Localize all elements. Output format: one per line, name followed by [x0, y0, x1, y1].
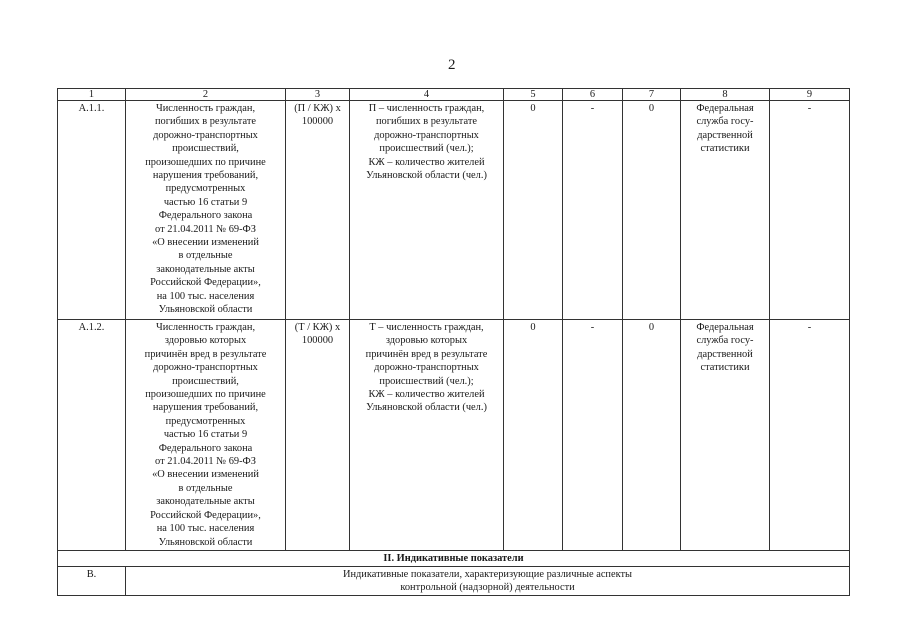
indicator-code: А.1.2. — [58, 320, 126, 551]
indicator-col9: - — [770, 101, 850, 320]
header-cell: 6 — [563, 89, 623, 101]
indicator-code: А.1.1. — [58, 101, 126, 320]
table-row — [58, 566, 850, 595]
indicator-col5: 0 — [504, 320, 563, 551]
indicator-col6: - — [563, 320, 623, 551]
header-cell: 2 — [126, 89, 286, 101]
header-cell: 4 — [350, 89, 504, 101]
indicator-source: Федеральная служба госу- дарственной статистики — [681, 101, 770, 320]
indicator-formula: (П / КЖ) x 100000 — [286, 101, 350, 320]
indicator-col5: 0 — [504, 101, 563, 320]
indicator-name: Численность граждан, погибших в результате дорожно-транспортных происшествий, произошедших по причине нарушения требований, предусмотренных частью 16 статьи 9 Федерального закона от 21.04.2011 № 69-ФЗ «О внесении изменений в отдельные законодательные акты Российской Федерации», на 100 тыс. населения Ульяновской области — [126, 101, 286, 320]
section-text: Индикативные показатели, характеризующие различные аспекты контрольной (надзорной) деятельности — [126, 566, 850, 595]
header-cell: 7 — [623, 89, 681, 101]
indicator-formula: (Т / КЖ) x 100000 — [286, 320, 350, 551]
page-number: 2 — [448, 57, 456, 73]
indicator-col9: - — [770, 320, 850, 551]
indicators-table — [57, 88, 850, 596]
indicator-description: Т – численность граждан, здоровью которых причинён вред в результате дорожно-транспортных происшествий (чел.); КЖ – количество жителей Ульяновской области (чел.) — [350, 320, 504, 551]
indicator-name: Численность граждан, здоровью которых причинён вред в результате дорожно-транспортных происшествий, произошедших по причине нарушения требований, предусмотренных частью 16 статьи 9 Федерального закона от 21.04.2011 № 69-ФЗ «О внесении изменений в отдельные законодательные акты Российской Федерации», на 100 тыс. населения Ульяновской области — [126, 320, 286, 551]
indicator-source: Федеральная служба госу- дарственной статистики — [681, 320, 770, 551]
section-title: II. Индикативные показатели — [58, 550, 850, 566]
indicator-col7: 0 — [623, 101, 681, 320]
header-cell: 1 — [58, 89, 126, 101]
table-row — [58, 320, 850, 551]
indicator-col7: 0 — [623, 320, 681, 551]
indicator-description: П – численность граждан, погибших в результате дорожно-транспортных происшествий (чел.); КЖ – количество жителей Ульяновской области (чел.) — [350, 101, 504, 320]
table-row — [58, 101, 850, 320]
section-code: В. — [58, 566, 126, 595]
header-cell: 9 — [770, 89, 850, 101]
indicator-col6: - — [563, 101, 623, 320]
header-cell: 3 — [286, 89, 350, 101]
header-row — [58, 89, 850, 101]
section-header-row — [58, 550, 850, 566]
header-cell: 8 — [681, 89, 770, 101]
header-cell: 5 — [504, 89, 563, 101]
